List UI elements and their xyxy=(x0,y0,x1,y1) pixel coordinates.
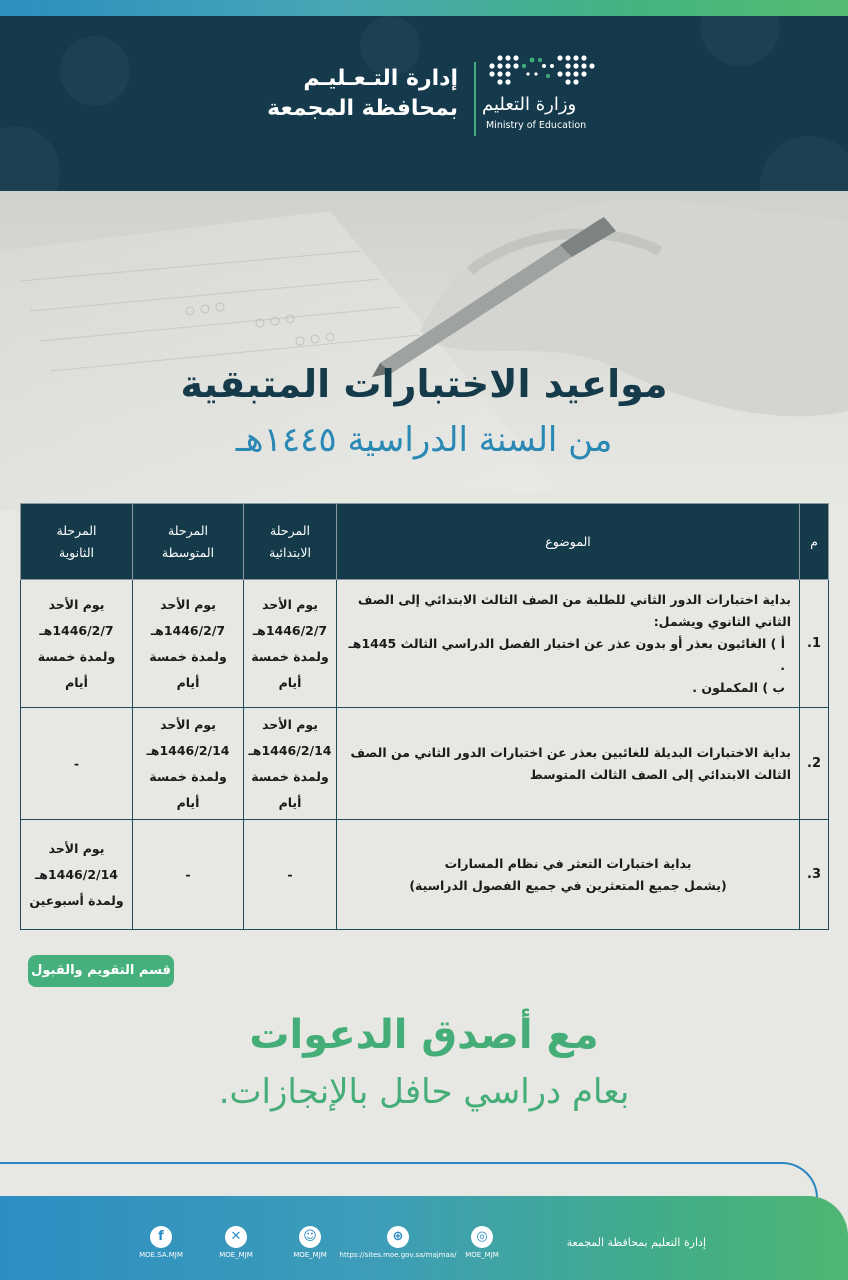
row-topic xyxy=(337,708,800,820)
cell-line: 1446/2/7هـ xyxy=(39,622,114,638)
topic-line: أ ) الغائبون بعذر أو بدون عذر عن اختبار الفصل الدراسي الثالث 1445هـ . xyxy=(348,635,785,673)
x-icon: ✕ xyxy=(225,1226,247,1248)
footer-facebook[interactable] xyxy=(136,1226,186,1259)
cell-line: ولمدة خمسة xyxy=(251,648,329,664)
row-number: 2. xyxy=(800,708,829,820)
topic-line: ب ) المكملون . xyxy=(692,679,785,695)
row-topic xyxy=(337,820,800,930)
cell-line: ولمدة أسبوعين xyxy=(29,892,124,908)
cell-line: يوم الأحد xyxy=(262,596,318,612)
page-title: مواعيد الاختبارات المتبقية xyxy=(180,362,668,406)
closing-wish-subtitle: بعام دراسي حافل بالإنجازات. xyxy=(218,1072,630,1112)
globe-icon: ⊕ xyxy=(387,1226,409,1248)
cell-line: - xyxy=(73,755,80,771)
closing-wish-title: مع أصدق الدعوات xyxy=(249,1012,599,1058)
secondary-cell xyxy=(21,820,133,930)
footer-website[interactable] xyxy=(336,1226,460,1259)
cell-line: أيام xyxy=(65,674,88,690)
primary-cell xyxy=(244,580,337,708)
cell-line: ولمدة خمسة xyxy=(149,648,227,664)
cell-line: 1446/2/14هـ xyxy=(146,742,230,758)
topic-line: بداية اختبارات التعثر في نظام المسارات xyxy=(444,855,692,871)
header-primary-line2: الابتدائية xyxy=(269,544,311,560)
exam-schedule-table xyxy=(20,503,829,930)
footer-snapchat-label: MOE_MJM xyxy=(293,1251,327,1259)
secondary-cell xyxy=(21,580,133,708)
cell-line: ولمدة خمسة xyxy=(149,768,227,784)
ministry-name-english: Ministry of Education xyxy=(486,120,587,131)
department-line-2: بمحافظة المجمعة xyxy=(267,96,458,121)
cell-line: أيام xyxy=(176,794,200,810)
header-primary-line1: المرحلة xyxy=(270,522,310,538)
header-topic: الموضوع xyxy=(337,504,800,580)
middle-cell xyxy=(133,820,244,930)
cell-line: يوم الأحد xyxy=(48,596,105,612)
cell-line: أيام xyxy=(278,794,302,810)
logo-divider xyxy=(474,62,476,136)
header-secondary-line2: الثانوية xyxy=(59,544,94,560)
cell-line: 1446/2/14هـ xyxy=(248,742,332,758)
department-name xyxy=(250,64,458,124)
table-header-row xyxy=(21,504,829,580)
header-primary xyxy=(244,504,337,580)
primary-cell xyxy=(244,820,337,930)
table-row xyxy=(21,820,829,930)
footer-snapchat[interactable] xyxy=(288,1226,332,1259)
footer-website-label: https://sites.moe.gov.sa/majmaa/ xyxy=(339,1251,457,1259)
row-topic xyxy=(337,580,800,708)
cell-line: يوم الأحد xyxy=(262,716,318,732)
cell-line: ولمدة خمسة xyxy=(37,648,116,664)
secondary-cell xyxy=(21,708,133,820)
footer-instagram-label: MOE_MJM xyxy=(465,1251,499,1259)
ministry-logo-dots-icon xyxy=(482,54,598,94)
middle-cell xyxy=(133,580,244,708)
topic-line: (يشمل جميع المتعثرين في جميع الفصول الدراسية) xyxy=(409,877,727,893)
cell-line: ولمدة خمسة xyxy=(251,768,329,784)
primary-cell xyxy=(244,708,337,820)
decor-circle xyxy=(700,16,780,66)
footer-x-label: MOE_MJM xyxy=(219,1251,253,1259)
instagram-icon: ◎ xyxy=(471,1226,493,1248)
snapchat-icon: ☺ xyxy=(299,1226,321,1248)
header-banner xyxy=(0,16,848,191)
decor-circle xyxy=(60,36,130,106)
hero-photo-hand-with-pen xyxy=(0,191,848,511)
cell-line: - xyxy=(287,866,293,882)
footer-facebook-label: MOE.SA.MJM xyxy=(139,1251,183,1259)
cell-line: أيام xyxy=(176,674,200,690)
footer-instagram[interactable] xyxy=(460,1226,504,1259)
header-middle-line2: المتوسطة xyxy=(161,544,215,560)
topic-line: بداية الاختبارات البديلة للغائبين بعذر عن اختبارات الدور الثاني من الصف الثالث الابتدائي إلى الصف الثالث المتوسط xyxy=(350,744,791,782)
facebook-icon: f xyxy=(150,1226,172,1248)
header-num: م xyxy=(800,504,829,580)
top-gradient-strip xyxy=(0,0,848,16)
department-line-1: إدارة التـعـليـم xyxy=(303,66,458,91)
row-number: 1. xyxy=(800,580,829,708)
cell-line: 1446/2/14هـ xyxy=(35,866,118,882)
header-secondary-line1: المرحلة xyxy=(56,522,97,538)
page-subtitle: من السنة الدراسية ١٤٤٥هـ xyxy=(235,420,613,460)
decor-circle xyxy=(0,126,60,191)
ministry-name-arabic: وزارة التعليم xyxy=(482,94,577,115)
cell-line: - xyxy=(185,866,191,882)
topic-line: بداية اختبارات الدور الثاني للطلبة من الصف الثالث الابتدائي إلى الصف الثاني الثانوي ويشمل: xyxy=(357,591,791,629)
header-middle xyxy=(133,504,244,580)
table-row xyxy=(21,580,829,708)
header-middle-line1: المرحلة xyxy=(168,522,208,538)
middle-cell xyxy=(133,708,244,820)
cell-line: يوم الأحد xyxy=(48,840,105,856)
footer-x[interactable] xyxy=(214,1226,258,1259)
row-number: 3. xyxy=(800,820,829,930)
department-badge: قسم التقويم والقبول xyxy=(28,955,174,987)
cell-line: يوم الأحد xyxy=(160,596,216,612)
cell-line: أيام xyxy=(278,674,302,690)
cell-line: 1446/2/7هـ xyxy=(252,622,328,638)
cell-line: يوم الأحد xyxy=(160,716,216,732)
decor-circle xyxy=(760,136,848,191)
cell-line: 1446/2/7هـ xyxy=(150,622,226,638)
header-secondary xyxy=(21,504,133,580)
footer-department: إدارة التعليم بمحافظة المجمعة xyxy=(566,1236,706,1249)
table-row xyxy=(21,708,829,820)
